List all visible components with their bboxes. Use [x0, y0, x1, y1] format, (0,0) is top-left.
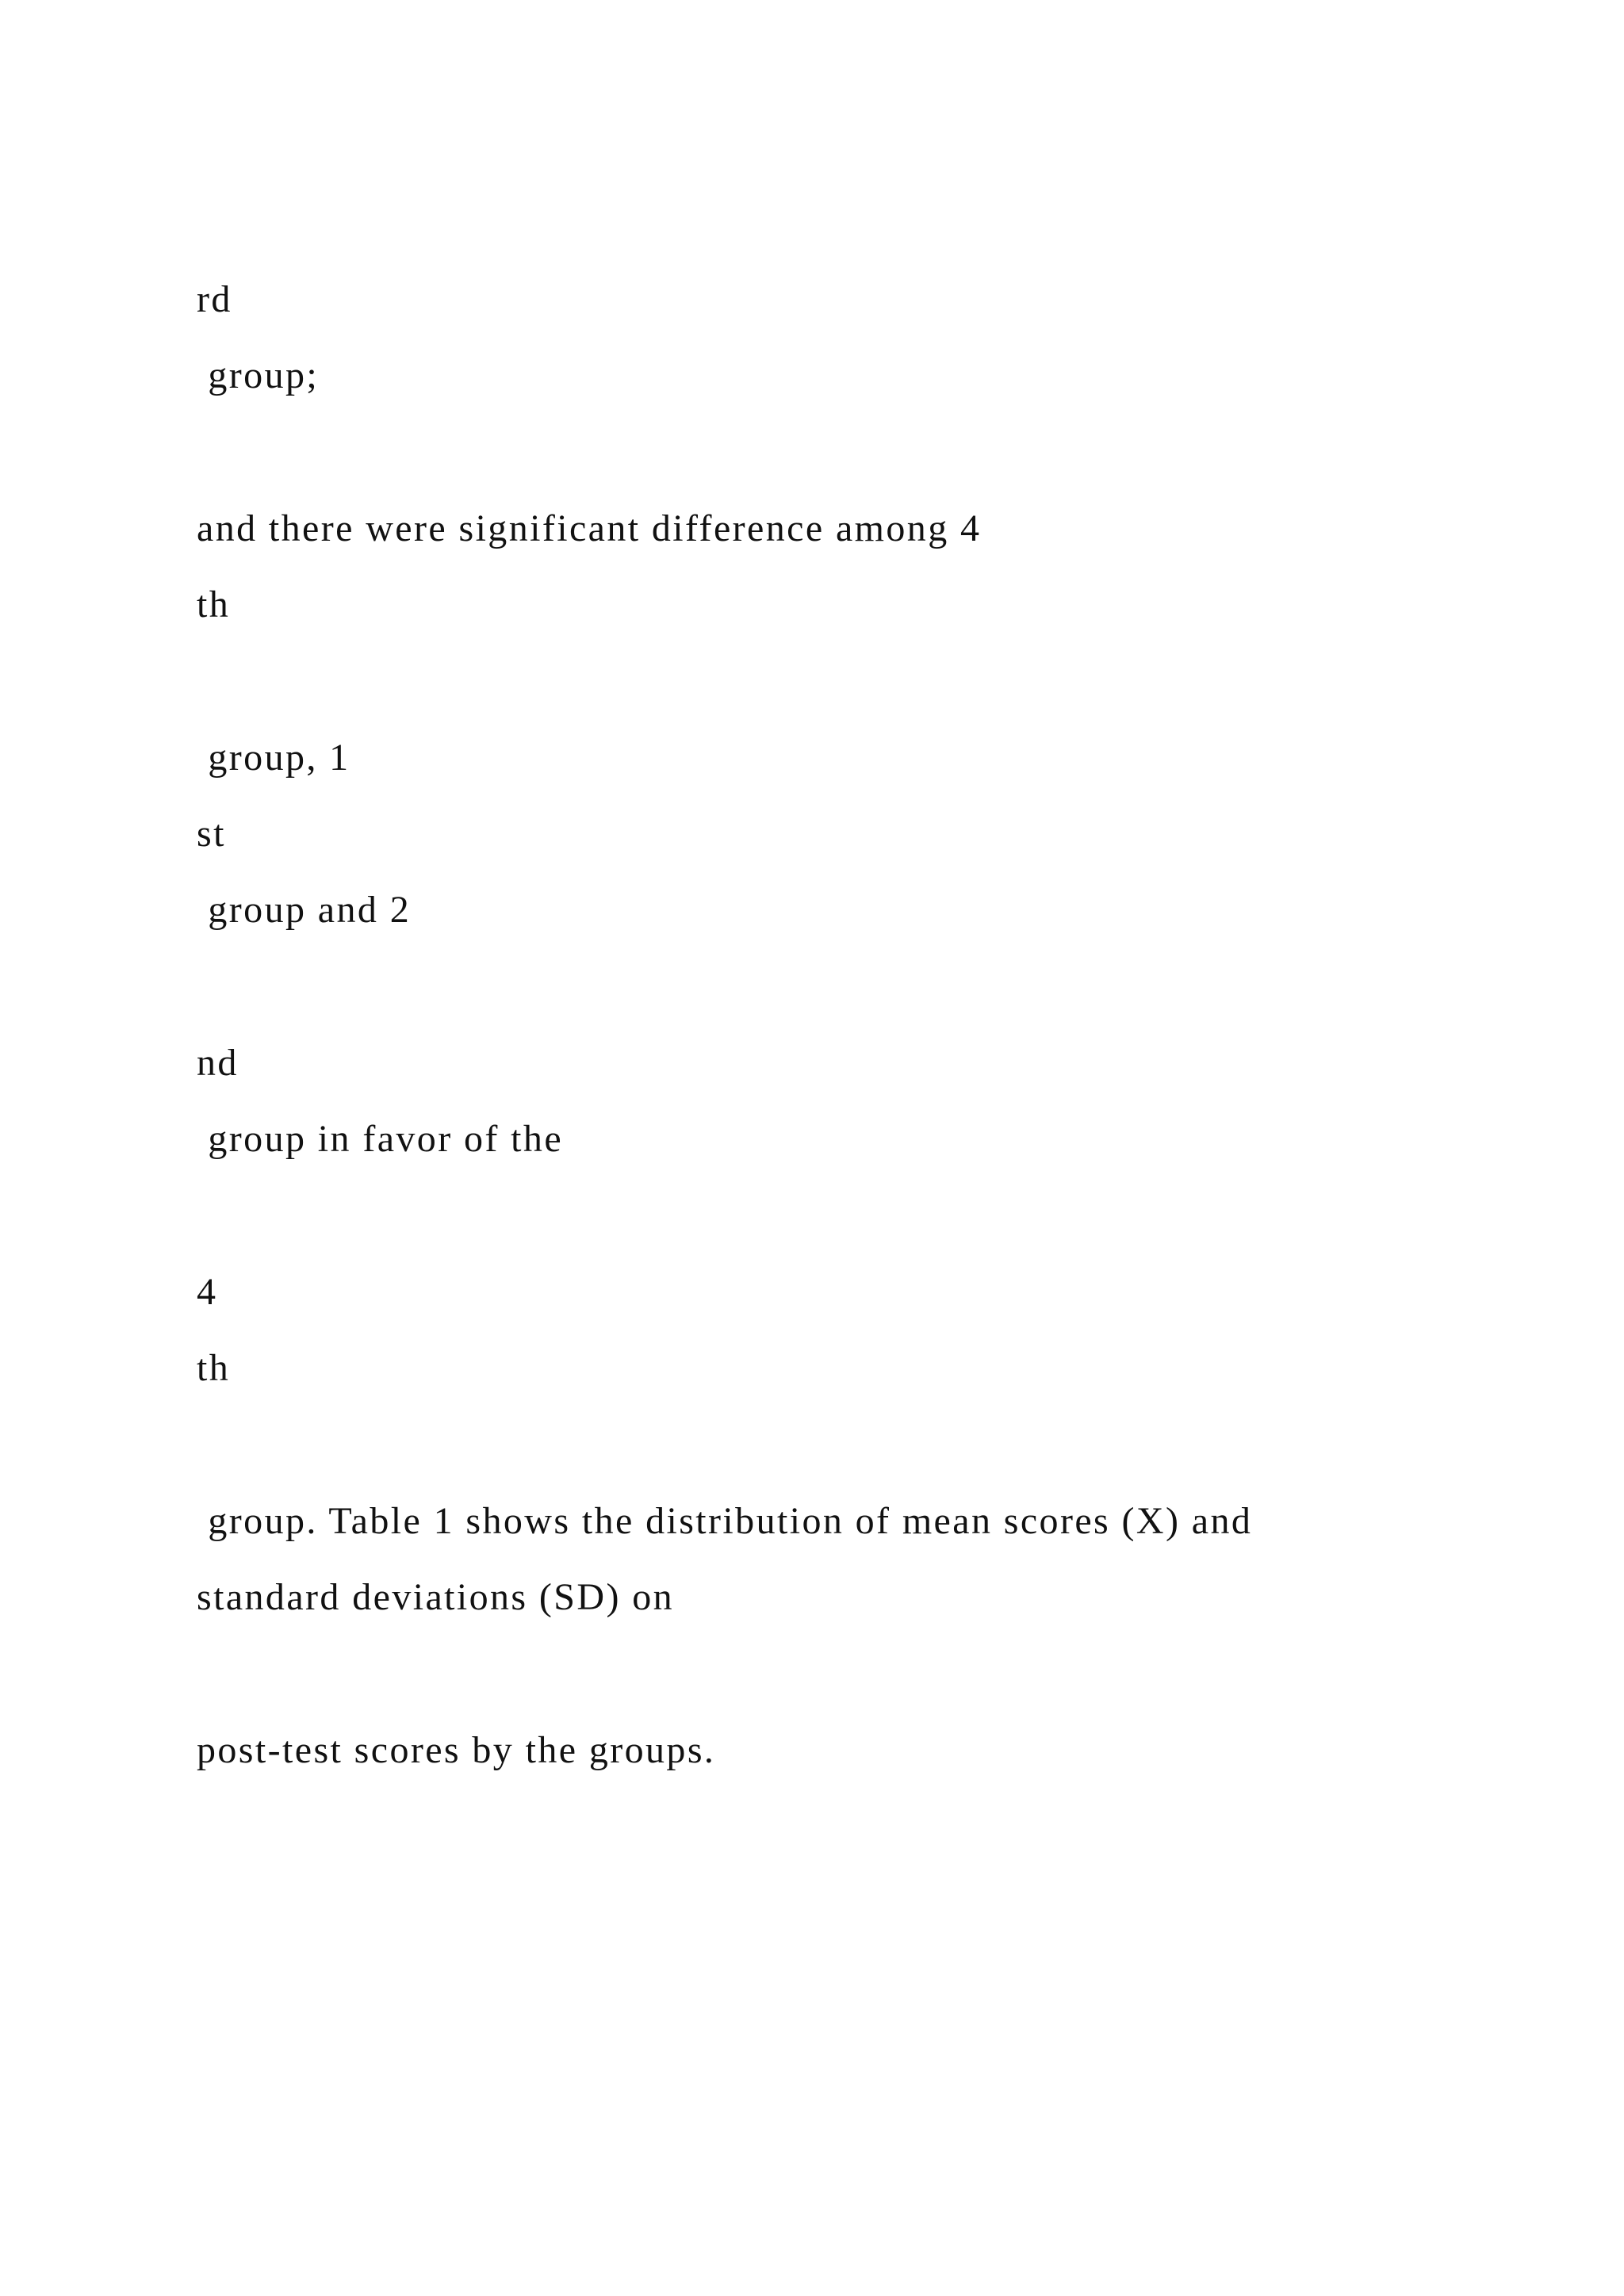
- text-line: st: [197, 813, 226, 855]
- text-line: group. Table 1 shows the distribution of mean scores (X) and: [197, 1500, 1253, 1542]
- text-line: 4: [197, 1271, 218, 1313]
- text-line: and there were significant difference among 4: [197, 507, 982, 549]
- text-line: nd: [197, 1042, 239, 1084]
- text-line: group, 1: [197, 737, 350, 779]
- text-line: group and 2: [197, 889, 412, 931]
- text-line: post-test scores by the groups.: [197, 1729, 716, 1771]
- text-line: th: [197, 1347, 231, 1389]
- text-line: group in favor of the: [197, 1118, 564, 1160]
- text-line: th: [197, 584, 231, 626]
- text-line: standard deviations (SD) on: [197, 1576, 675, 1618]
- text-line: group;: [197, 354, 320, 396]
- text-line: rd: [197, 278, 232, 320]
